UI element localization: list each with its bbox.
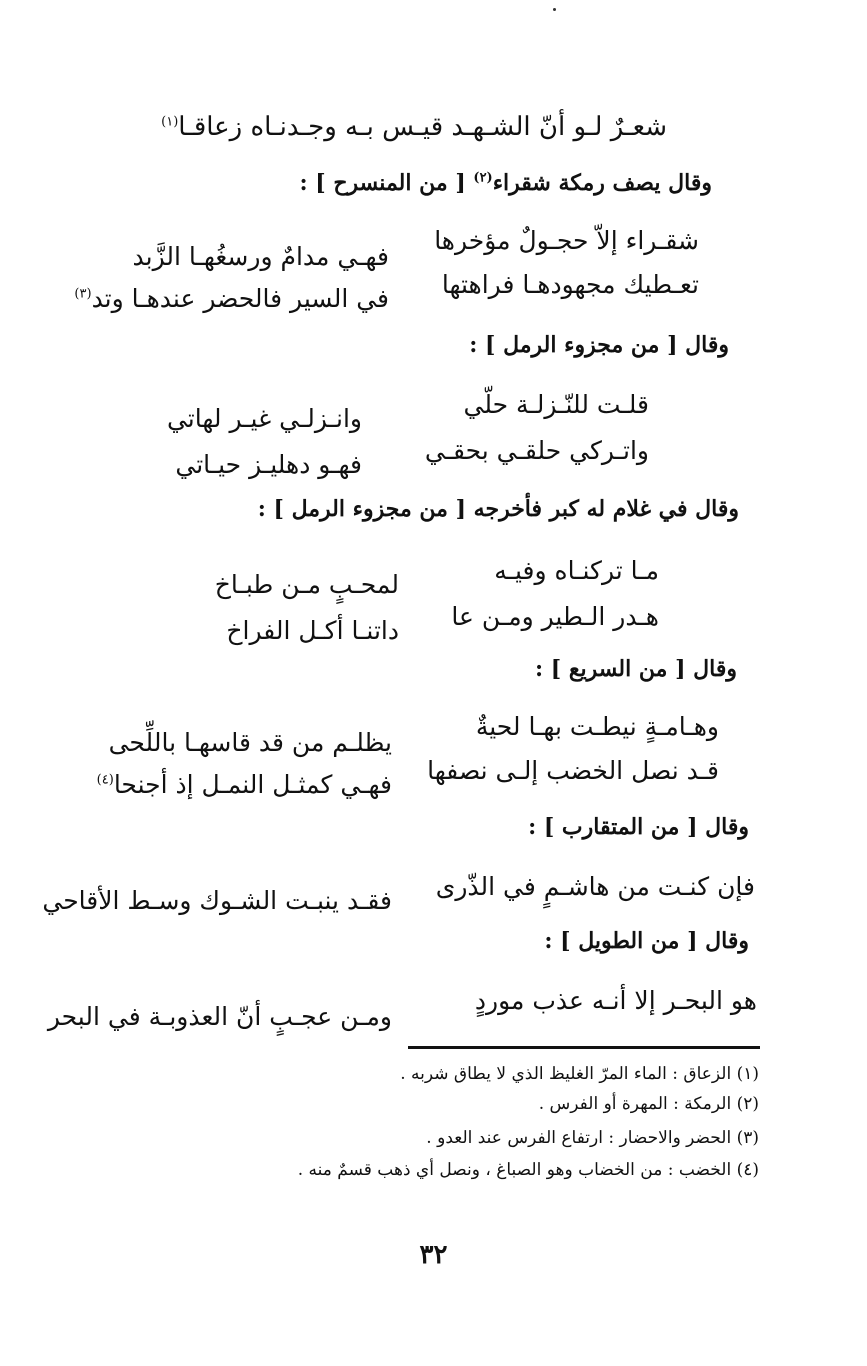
verse-2-2-right: واتـركي حلقـي بحقـي xyxy=(424,436,649,465)
footnote-ref: (٤) xyxy=(96,772,114,788)
verse-6-1-right: هو البحـر إلا أنـه عذب موردٍ xyxy=(474,986,757,1015)
intro-verse-text: شعـرٌ لـو أنّ الشـهـد قيـس بـه وجـدنـاه زعاقـا xyxy=(178,112,667,142)
verse-3-2-left: داتنـا أكـل الفراخ xyxy=(226,616,399,645)
verse-1-1-right: شقـراء إلاّ حجـولٌ مؤخرها xyxy=(434,226,699,255)
footnote-ref: (٣) xyxy=(74,286,92,302)
verse-2-1-right: قلـت للنّـزلـة حلّي xyxy=(463,390,649,419)
heading-text: وقال يصف رمكة شقراء xyxy=(492,170,712,196)
footnote-3: (٣) الحضر والاحضار : ارتفاع الفرس عند العدو . xyxy=(426,1128,759,1148)
verse-1-1-left: فهـي مدامٌ ورسغُهـا الزَّبد xyxy=(132,242,389,271)
intro-verse-line xyxy=(161,112,667,142)
section-heading-3: وقال في غلام له كبر فأخرجه [ من مجزوء الرمل ] : xyxy=(257,496,739,522)
footnote-2: (٢) الرمكة : المهرة أو الفرس . xyxy=(538,1094,759,1114)
section-heading-4: وقال [ من السريع ] : xyxy=(534,656,737,682)
verse-3-2-right: هـدر الـطير ومـن عا xyxy=(451,602,659,631)
section-heading-6: وقال [ من الطويل ] : xyxy=(544,928,749,954)
verse-2-2-left: فهـو دهليـز حيـاتي xyxy=(175,450,362,479)
footnote-ref: (١) xyxy=(161,114,179,130)
verse-1-2-left xyxy=(74,284,389,313)
speck-mark xyxy=(553,8,556,11)
meter-label: [ من المنسرح ] : xyxy=(299,170,466,196)
verse-3-1-left: لمحـبٍ مـن طبـاخ xyxy=(214,570,399,599)
verse-6-1-left: ومـن عجـبٍ أنّ العذوبـة في البحر xyxy=(47,1002,392,1031)
page-number: ٣٢ xyxy=(419,1240,448,1270)
verse-3-1-right: مـا تركنـاه وفيـه xyxy=(494,556,659,585)
section-heading-5: وقال [ من المتقارب ] : xyxy=(528,814,749,840)
footnote-divider xyxy=(408,1046,760,1049)
footnote-1: (١) الزعاق : الماء المرّ الغليظ الذي لا يطاق شربه . xyxy=(400,1064,759,1084)
section-heading-2: وقال [ من مجزوء الرمل ] : xyxy=(469,332,729,358)
verse-4-2-left xyxy=(97,770,392,799)
verse-1-2-right: تعـطيك مجهودهـا فراهتها xyxy=(441,270,699,299)
verse-2-1-left: وانـزلـي غيـر لهاتي xyxy=(166,404,362,433)
verse-4-1-left: يظلـم من قد قاسهـا باللِّحى xyxy=(108,728,392,757)
footnote-4: (٤) الخضب : من الخضاب وهو الصباغ ، ونصل أي ذهب قسمٌ منه . xyxy=(297,1160,759,1180)
verse-4-1-right: وهـامـةٍ نيطـت بهـا لحيةٌ xyxy=(475,712,719,741)
verse-5-1-right: فإن كنـت من هاشـمٍ في الذّرى xyxy=(435,872,755,901)
verse-text: في السير فالحضر عندهـا وتد xyxy=(91,284,389,313)
footnote-ref: (٢) xyxy=(473,170,493,186)
verse-4-2-right: قـد نصل الخضب إلـى نصفها xyxy=(427,756,719,785)
section-heading-1 xyxy=(299,170,712,196)
verse-5-1-left: فقـد ينبـت الشـوك وسـط الأقاحي xyxy=(42,886,392,915)
verse-text: فهـي كمثـل النمـل إذ أجنحا xyxy=(113,770,392,799)
